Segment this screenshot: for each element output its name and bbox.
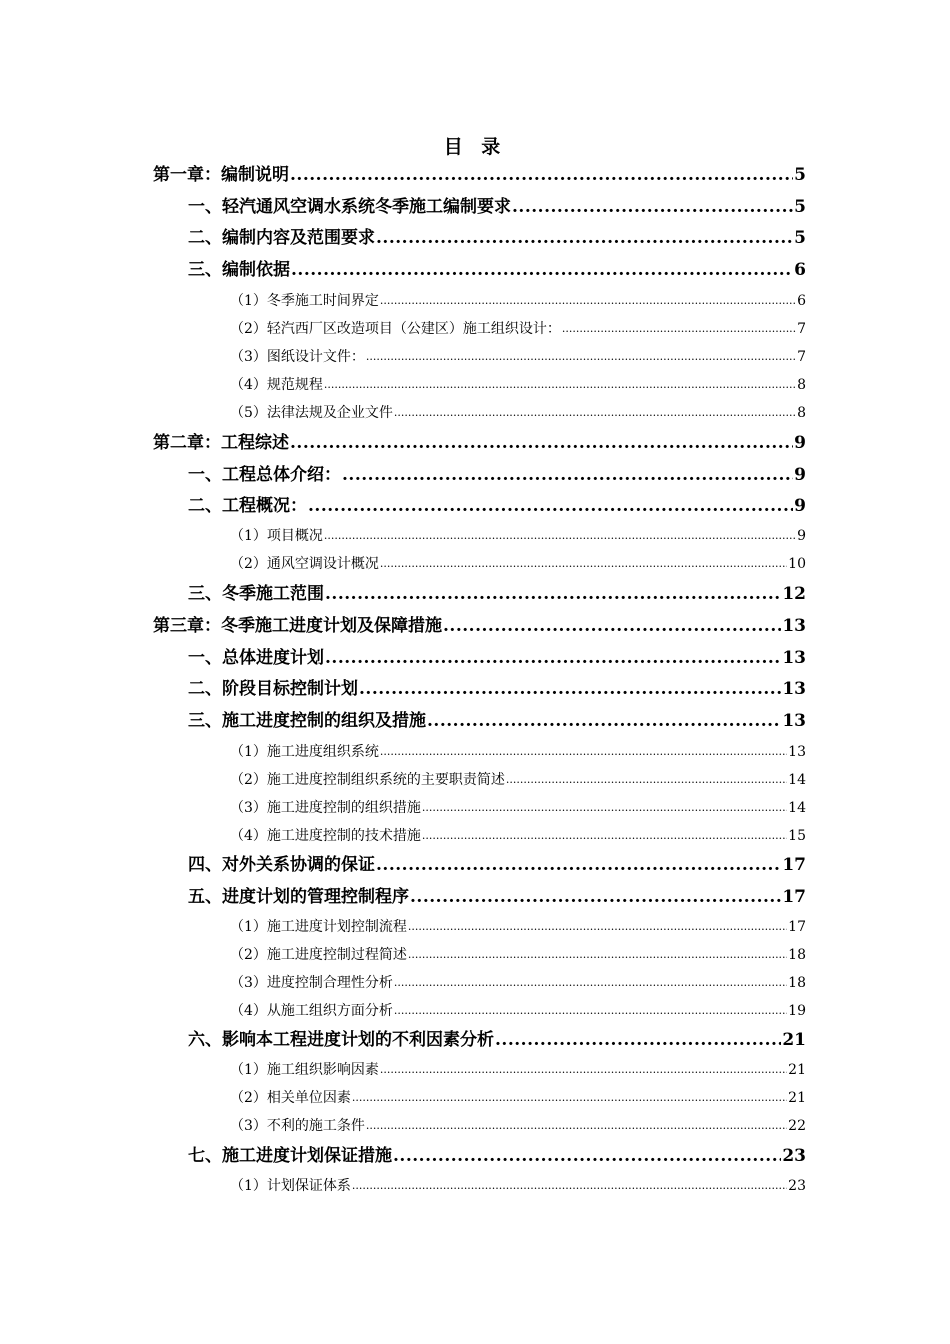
toc-entry-text: 第三章：冬季施工进度计划及保障措施 — [153, 616, 442, 636]
dot-leader — [394, 403, 796, 423]
dot-leader — [410, 886, 781, 908]
toc-page-number: 14 — [788, 800, 806, 816]
toc-entry-text: 七、施工进度计划保证措施 — [188, 1146, 392, 1166]
dot-leader — [394, 1001, 787, 1021]
toc-page-number: 13 — [782, 711, 806, 731]
toc-page-number: 21 — [788, 1062, 806, 1078]
dot-leader — [324, 526, 796, 546]
dot-leader — [324, 375, 796, 395]
toc-page-number: 6 — [797, 293, 806, 309]
dot-leader — [290, 164, 793, 186]
toc-entry[interactable] — [230, 319, 806, 339]
toc-entry-text: （2）通风空调设计概况 — [230, 556, 379, 572]
toc-page-number: 5 — [794, 228, 806, 248]
toc-entry[interactable] — [188, 854, 806, 876]
toc-entry-text: 第一章：编制说明 — [153, 165, 289, 185]
toc-page-number: 17 — [782, 855, 806, 875]
toc-entry-text: （3）图纸设计文件： — [230, 349, 365, 365]
toc-entry-text: 一、工程总体介绍： — [188, 465, 341, 485]
dot-leader — [495, 1029, 781, 1051]
toc-entry[interactable] — [230, 742, 806, 762]
toc-entry-text: 三、冬季施工范围 — [188, 584, 324, 604]
toc-entry[interactable] — [230, 403, 806, 423]
toc-entry[interactable] — [230, 554, 806, 574]
toc-entry[interactable] — [230, 1060, 806, 1080]
toc-entry-text: （4）施工进度控制的技术措施 — [230, 828, 421, 844]
toc-page-number: 8 — [797, 405, 806, 421]
toc-entry[interactable] — [188, 495, 806, 517]
toc-entry[interactable] — [230, 1116, 806, 1136]
dot-leader — [393, 1145, 781, 1167]
toc-entry-text: （2）相关单位因素 — [230, 1090, 351, 1106]
toc-entry-text: 四、对外关系协调的保证 — [188, 855, 375, 875]
toc-entry[interactable] — [230, 526, 806, 546]
toc-page-number: 13 — [788, 744, 806, 760]
toc-entry[interactable] — [230, 945, 806, 965]
toc-entry-text: （3）不利的施工条件 — [230, 1118, 365, 1134]
toc-entry[interactable] — [153, 615, 806, 637]
toc-entry-text: 二、阶段目标控制计划 — [188, 679, 358, 699]
toc-entry-text: 一、总体进度计划 — [188, 648, 324, 668]
toc-page-number: 8 — [797, 377, 806, 393]
toc-entry[interactable] — [188, 1145, 806, 1167]
dot-leader — [325, 647, 781, 669]
toc-page-number: 21 — [788, 1090, 806, 1106]
toc-page-number: 12 — [782, 584, 806, 604]
toc-entry[interactable] — [230, 1088, 806, 1108]
toc-entry[interactable] — [188, 259, 806, 281]
toc-entry[interactable] — [188, 647, 806, 669]
dot-leader — [342, 464, 793, 486]
dot-leader — [380, 554, 787, 574]
toc-title: 目 录 — [443, 136, 507, 158]
toc-entry-text: （1）计划保证体系 — [230, 1178, 351, 1194]
toc-page-number: 9 — [794, 433, 806, 453]
toc-entry-text: 二、编制内容及范围要求 — [188, 228, 375, 248]
toc-entry[interactable] — [188, 678, 806, 700]
toc-entry[interactable] — [188, 464, 806, 486]
toc-entry-text: （3）进度控制合理性分析 — [230, 975, 393, 991]
toc-entry-text: （3）施工进度控制的组织措施 — [230, 800, 421, 816]
dot-leader — [366, 347, 796, 367]
toc-entry[interactable] — [153, 432, 806, 454]
dot-leader — [352, 1088, 787, 1108]
toc-page-number: 7 — [797, 349, 806, 365]
toc-entry-text: （1）项目概况 — [230, 528, 323, 544]
toc-entry-text: （4）从施工组织方面分析 — [230, 1003, 393, 1019]
dot-leader — [380, 742, 787, 762]
toc-page-number: 19 — [788, 1003, 806, 1019]
toc-page-number: 7 — [797, 321, 806, 337]
toc-entry-text: （2）施工进度控制组织系统的主要职责简述 — [230, 772, 505, 788]
toc-entry-text: （1）施工进度计划控制流程 — [230, 919, 407, 935]
toc-entry[interactable] — [188, 196, 806, 218]
dot-leader — [562, 319, 796, 339]
toc-entry-text: 三、施工进度控制的组织及措施 — [188, 711, 426, 731]
toc-entry[interactable] — [230, 826, 806, 846]
dot-leader — [408, 917, 787, 937]
toc-page-number: 18 — [788, 975, 806, 991]
toc-entry[interactable] — [188, 710, 806, 732]
toc-entry[interactable] — [230, 917, 806, 937]
toc-page-number: 18 — [788, 947, 806, 963]
dot-leader — [380, 291, 796, 311]
dot-leader — [352, 1176, 787, 1196]
toc-entry[interactable] — [188, 227, 806, 249]
toc-page-number: 10 — [788, 556, 806, 572]
toc-entry[interactable] — [188, 1029, 806, 1051]
toc-entry[interactable] — [230, 291, 806, 311]
toc-entry-text: （2）轻汽西厂区改造项目（公建区）施工组织设计： — [230, 321, 561, 337]
toc-page-number: 9 — [794, 496, 806, 516]
dot-leader — [512, 196, 793, 218]
toc-page-number: 5 — [794, 165, 806, 185]
dot-leader — [422, 798, 787, 818]
toc-entry-text: （1）冬季施工时间界定 — [230, 293, 379, 309]
toc-entry[interactable] — [230, 1001, 806, 1021]
toc-entry[interactable] — [230, 1176, 806, 1196]
toc-entry-text: 三、编制依据 — [188, 260, 290, 280]
toc-page-number: 9 — [797, 528, 806, 544]
dot-leader — [291, 259, 793, 281]
toc-page-number: 13 — [782, 679, 806, 699]
toc-entry[interactable] — [230, 973, 806, 993]
toc-page-number: 14 — [788, 772, 806, 788]
toc-entry[interactable] — [188, 583, 806, 605]
toc-entry[interactable] — [230, 375, 806, 395]
dot-leader — [376, 227, 793, 249]
dot-leader — [408, 945, 787, 965]
toc-entry[interactable] — [188, 886, 806, 908]
toc-page-number: 9 — [794, 465, 806, 485]
dot-leader — [366, 1116, 787, 1136]
dot-leader — [443, 615, 781, 637]
dot-leader — [380, 1060, 787, 1080]
toc-page-number: 6 — [794, 260, 806, 280]
toc-entry[interactable] — [230, 798, 806, 818]
toc-entry-text: （2）施工进度控制过程简述 — [230, 947, 407, 963]
toc-page-number: 13 — [782, 648, 806, 668]
dot-leader — [506, 770, 787, 790]
dot-leader — [422, 826, 787, 846]
toc-page-number: 22 — [788, 1118, 806, 1134]
dot-leader — [325, 583, 781, 605]
toc-entry-text: 六、影响本工程进度计划的不利因素分析 — [188, 1030, 494, 1050]
toc-entry-text: （1）施工进度组织系统 — [230, 744, 379, 760]
toc-entry-text: 一、轻汽通风空调水系统冬季施工编制要求 — [188, 197, 511, 217]
toc-page-number: 13 — [782, 616, 806, 636]
toc-page-number: 15 — [788, 828, 806, 844]
toc-entry-text: （4）规范规程 — [230, 377, 323, 393]
dot-leader — [394, 973, 787, 993]
dot-leader — [308, 495, 793, 517]
toc-page-number: 17 — [788, 919, 806, 935]
toc-entry-text: 第二章：工程综述 — [153, 433, 289, 453]
toc-entry[interactable] — [230, 347, 806, 367]
toc-page-number: 5 — [794, 197, 806, 217]
dot-leader — [290, 432, 793, 454]
dot-leader — [376, 854, 781, 876]
toc-entry[interactable] — [230, 770, 806, 790]
dot-leader — [427, 710, 781, 732]
toc-entry-text: 五、进度计划的管理控制程序 — [188, 887, 409, 907]
toc-entry-text: （1）施工组织影响因素 — [230, 1062, 379, 1078]
toc-page-number: 23 — [788, 1178, 806, 1194]
toc-entry-text: 二、工程概况： — [188, 496, 307, 516]
toc-page-number: 23 — [782, 1146, 806, 1166]
toc-page-number: 21 — [782, 1030, 806, 1050]
toc-entry[interactable] — [153, 164, 806, 186]
dot-leader — [359, 678, 781, 700]
toc-page-number: 17 — [782, 887, 806, 907]
toc-entry-text: （5）法律法规及企业文件 — [230, 405, 393, 421]
